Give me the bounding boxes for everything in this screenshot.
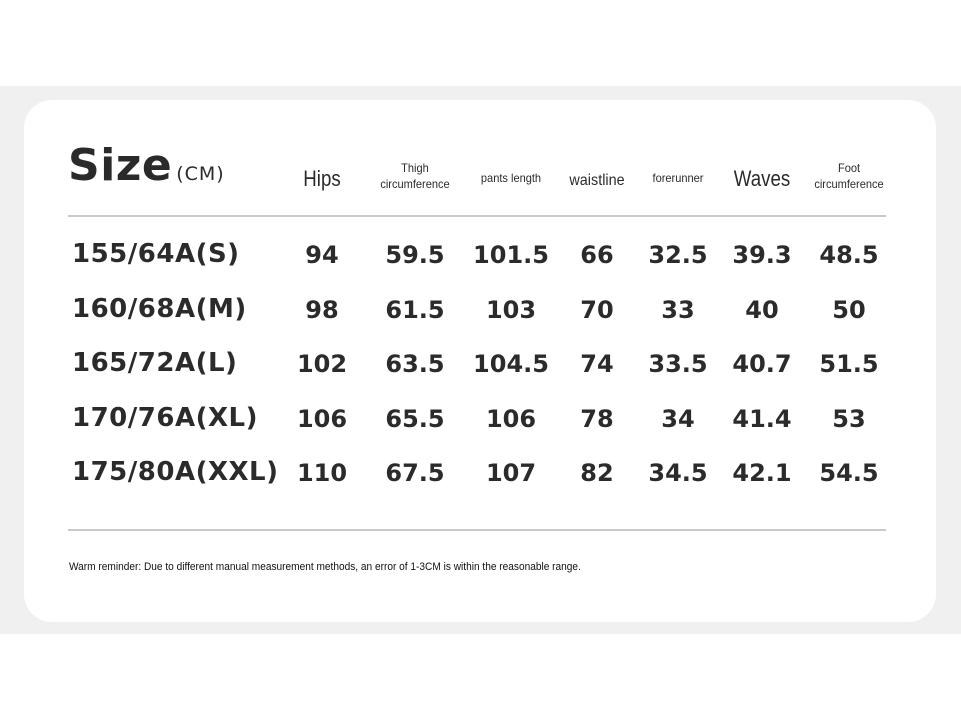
measurement-cell: 107 — [485, 459, 537, 487]
measurement-cell: 102 — [296, 350, 348, 378]
measurement-cell: 110 — [296, 459, 348, 487]
measurement-cell: 66 — [580, 241, 614, 269]
measurement-cell: 40.7 — [732, 350, 792, 378]
measurement-cell: 34.5 — [648, 459, 708, 487]
size-label: 165/72A(L) — [72, 348, 238, 378]
chart-title-unit: (CM) — [176, 163, 225, 185]
size-label: 160/68A(M) — [72, 294, 247, 324]
measurement-cell: 67.5 — [385, 459, 445, 487]
measurement-cell: 40 — [745, 296, 779, 324]
chart-title-main: Size — [68, 140, 173, 191]
measurement-cell: 103 — [485, 296, 537, 324]
measurement-cell: 74 — [580, 350, 614, 378]
warm-reminder: Warm reminder: Due to different manual measurement methods, an error of 1-3CM is within the reasonable range. — [69, 561, 581, 573]
column-header — [481, 170, 541, 186]
column-header — [814, 160, 883, 192]
measurement-cell: 33.5 — [648, 350, 708, 378]
measurement-cell: 59.5 — [385, 241, 445, 269]
measurement-cell: 51.5 — [819, 350, 879, 378]
measurement-cell: 94 — [305, 241, 339, 269]
measurement-cell: 106 — [296, 405, 348, 433]
measurement-cell: 78 — [580, 405, 614, 433]
column-header-line: circumference — [380, 177, 450, 192]
measurement-cell: 42.1 — [732, 459, 792, 487]
measurement-cell: 39.3 — [732, 241, 792, 269]
measurement-cell: 82 — [580, 459, 614, 487]
column-header-line: Thigh — [401, 161, 429, 175]
size-label: 155/64A(S) — [72, 239, 240, 269]
chart-title — [68, 140, 225, 191]
measurement-cell: 106 — [485, 405, 537, 433]
size-label: 170/76A(XL) — [72, 403, 258, 433]
measurement-cell: 48.5 — [819, 241, 879, 269]
measurement-cell: 65.5 — [385, 405, 445, 433]
column-header-line: pants length — [480, 171, 542, 185]
measurement-cell: 61.5 — [385, 296, 445, 324]
column-header — [653, 170, 704, 186]
column-header-line: circumference — [814, 177, 884, 192]
footer-divider — [68, 529, 886, 531]
column-header-line: Waves — [733, 166, 791, 191]
measurement-cell: 54.5 — [819, 459, 879, 487]
size-label: 175/80A(XXL) — [72, 457, 279, 487]
measurement-cell: 70 — [580, 296, 614, 324]
measurement-cell: 50 — [832, 296, 866, 324]
measurement-cell: 98 — [305, 296, 339, 324]
column-header — [569, 170, 624, 192]
header-divider — [68, 215, 886, 217]
column-header — [734, 164, 790, 194]
measurement-cell: 34 — [661, 405, 695, 433]
column-header-line: Hips — [303, 166, 341, 191]
column-header — [380, 160, 449, 192]
measurement-cell: 104.5 — [473, 350, 549, 378]
measurement-cell: 33 — [661, 296, 695, 324]
column-header-line: waistline — [569, 172, 625, 189]
measurement-cell: 41.4 — [732, 405, 792, 433]
column-header-line: forerunner — [652, 171, 704, 185]
measurement-cell: 101.5 — [473, 241, 549, 269]
column-header-line: Foot — [837, 161, 861, 175]
measurement-cell: 63.5 — [385, 350, 445, 378]
measurement-cell: 53 — [832, 405, 866, 433]
measurement-cell: 32.5 — [648, 241, 708, 269]
column-header — [303, 164, 340, 194]
